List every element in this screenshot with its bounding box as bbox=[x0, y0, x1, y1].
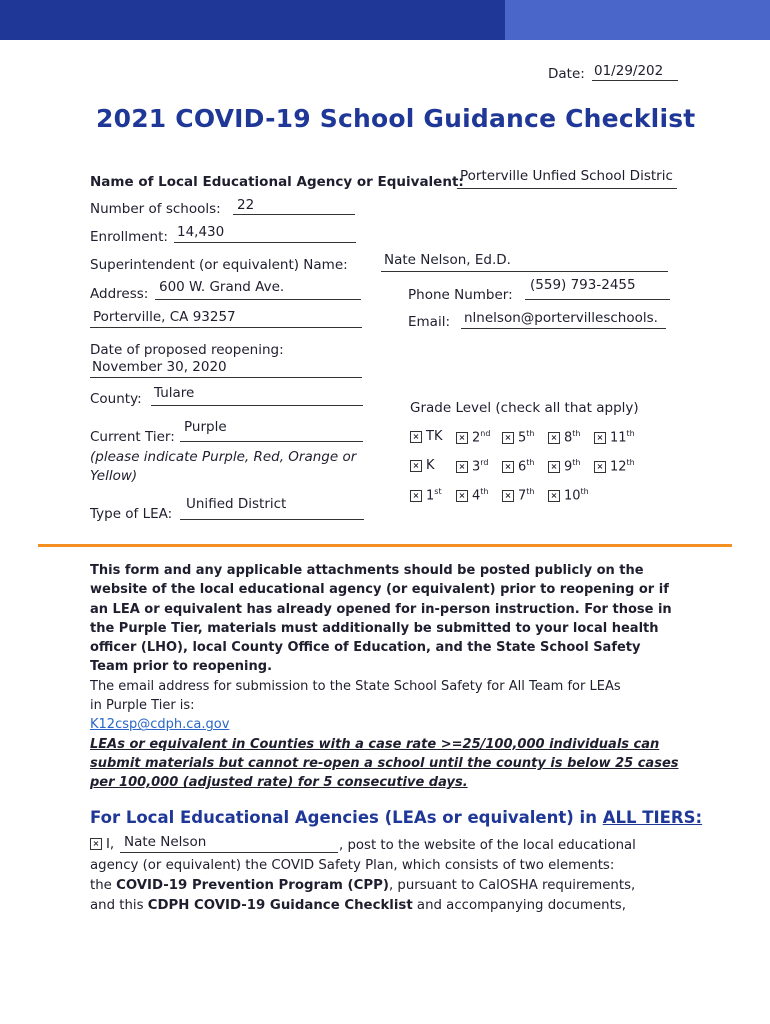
checkbox-mark: × bbox=[594, 432, 606, 444]
grade-checkbox[interactable] bbox=[410, 429, 442, 444]
grade-label: 7 bbox=[518, 488, 527, 504]
grade-label: 11 bbox=[610, 430, 627, 446]
address-line1-field[interactable]: 600 W. Grand Ave. bbox=[159, 279, 285, 295]
checkbox-mark: × bbox=[456, 461, 468, 473]
grade-level-label: Grade Level (check all that apply) bbox=[410, 400, 639, 416]
county-label: County: bbox=[90, 391, 142, 407]
email-underline bbox=[461, 328, 666, 329]
tier-note-line1: (please indicate Purple, Red, Orange or bbox=[90, 449, 357, 465]
county-field[interactable]: Tulare bbox=[154, 385, 195, 401]
grade-label: 6 bbox=[518, 459, 527, 475]
address-label: Address: bbox=[90, 286, 149, 302]
reopening-label: Date of proposed reopening: bbox=[90, 342, 284, 358]
email-label: Email: bbox=[408, 314, 451, 330]
grade-checkbox[interactable] bbox=[502, 487, 535, 503]
tier-underline bbox=[180, 441, 363, 442]
grade-checkbox[interactable] bbox=[410, 487, 442, 503]
grade-label: 2 bbox=[472, 430, 481, 446]
grade-label: K bbox=[426, 458, 435, 473]
grade-suffix: nd bbox=[480, 429, 491, 438]
address-line1-underline bbox=[155, 299, 361, 300]
page-title: 2021 COVID-19 School Guidance Checklist bbox=[96, 104, 696, 133]
grade-suffix: th bbox=[526, 487, 535, 496]
section-divider bbox=[38, 544, 732, 547]
posting-notice bbox=[90, 561, 682, 793]
grade-label: 3 bbox=[472, 459, 481, 475]
enrollment-field[interactable]: 14,430 bbox=[177, 224, 225, 240]
grade-label: 1 bbox=[426, 488, 435, 504]
phone-label: Phone Number: bbox=[408, 287, 513, 303]
checkbox-mark: × bbox=[548, 461, 560, 473]
grade-checkbox[interactable] bbox=[456, 429, 490, 445]
phone-underline bbox=[525, 299, 670, 300]
line4-text: and accompanying documents, bbox=[412, 898, 626, 913]
grade-suffix: th bbox=[526, 458, 535, 467]
lea-type-field[interactable]: Unified District bbox=[186, 496, 287, 512]
submission-line: in Purple Tier is: bbox=[90, 698, 195, 714]
all-tiers-heading-emphasis: ALL TIERS: bbox=[602, 808, 703, 827]
grade-checkbox[interactable] bbox=[456, 458, 489, 474]
grade-checkbox[interactable] bbox=[594, 458, 635, 474]
grade-label: TK bbox=[426, 429, 443, 444]
date-field[interactable]: 01/29/202 bbox=[594, 63, 664, 79]
submission-email-link[interactable]: K12csp@cdph.ca.gov bbox=[90, 717, 230, 733]
grade-suffix: th bbox=[626, 458, 635, 467]
notice-line: the Purple Tier, materials must additionally be submitted to your local health bbox=[90, 620, 659, 636]
all-tiers-heading bbox=[90, 808, 702, 827]
phone-field[interactable]: (559) 793-2455 bbox=[530, 277, 636, 293]
all-tiers-heading-text: For Local Educational Agencies (LEAs or equivalent) in bbox=[90, 808, 603, 827]
grade-checkbox[interactable] bbox=[456, 487, 489, 503]
attestation-line4 bbox=[90, 898, 626, 913]
checkbox-mark: × bbox=[548, 490, 560, 502]
line4-text: and this bbox=[90, 898, 148, 913]
grade-label: 4 bbox=[472, 488, 481, 504]
grade-suffix: th bbox=[572, 429, 581, 438]
grade-label: 8 bbox=[564, 430, 573, 446]
lea-type-underline bbox=[180, 519, 364, 520]
schools-underline bbox=[233, 214, 355, 215]
notice-line: This form and any applicable attachments should be posted publicly on the bbox=[90, 563, 644, 578]
tier-note-line2: Yellow) bbox=[90, 468, 138, 484]
grade-checkbox[interactable] bbox=[548, 487, 589, 503]
grade-label: 5 bbox=[518, 430, 527, 446]
schools-label: Number of schools: bbox=[90, 201, 221, 217]
grade-suffix: th bbox=[526, 429, 535, 438]
attestation-name-field[interactable]: Nate Nelson bbox=[124, 834, 207, 850]
grade-suffix: th bbox=[580, 487, 589, 496]
grade-checkbox[interactable] bbox=[502, 429, 535, 445]
grade-checkbox[interactable] bbox=[548, 458, 581, 474]
county-underline bbox=[151, 405, 363, 406]
attestation-line1-rest: , post to the website of the local educational bbox=[339, 838, 636, 853]
grade-checkbox[interactable] bbox=[502, 458, 535, 474]
superintendent-underline bbox=[381, 271, 668, 272]
grade-suffix: st bbox=[434, 487, 442, 496]
notice-line: officer (LHO), local County Office of Education, and the State School Safety bbox=[90, 640, 641, 656]
lea-name-field[interactable]: Porterville Unfied School Distric bbox=[460, 168, 673, 184]
superintendent-label: Superintendent (or equivalent) Name: bbox=[90, 257, 348, 273]
checkbox-mark: × bbox=[502, 490, 514, 502]
schools-field[interactable]: 22 bbox=[237, 197, 255, 213]
date-label: Date: bbox=[548, 66, 585, 82]
grade-label: 9 bbox=[564, 459, 573, 475]
grade-checkbox[interactable] bbox=[548, 429, 581, 445]
line3-text: the bbox=[90, 878, 117, 893]
superintendent-field[interactable]: Nate Nelson, Ed.D. bbox=[384, 252, 511, 268]
case-rate-warning: submit materials but cannot re-open a school until the county is below 25 cases bbox=[90, 755, 679, 771]
case-rate-warning: per 100,000 (adjusted rate) for 5 consecutive days. bbox=[90, 775, 468, 791]
lea-type-label: Type of LEA: bbox=[90, 506, 173, 522]
tier-label: Current Tier: bbox=[90, 429, 175, 445]
enrollment-label: Enrollment: bbox=[90, 229, 168, 245]
attestation-line1 bbox=[90, 837, 114, 852]
attestation-name-underline bbox=[120, 852, 338, 853]
email-field[interactable]: nlnelson@portervilleschools. bbox=[464, 310, 658, 326]
attestation-line2: agency (or equivalent) the COVID Safety Plan, which consists of two elements: bbox=[90, 858, 615, 873]
checkbox-mark: × bbox=[410, 490, 422, 502]
attestation-line3 bbox=[90, 878, 635, 893]
grade-suffix: th bbox=[480, 487, 489, 496]
reopening-underline bbox=[90, 377, 362, 378]
notice-line: Team prior to reopening. bbox=[90, 659, 273, 675]
checkbox-mark: × bbox=[594, 461, 606, 473]
case-rate-warning: LEAs or equivalent in Counties with a case rate >=25/100,000 individuals can bbox=[90, 736, 660, 752]
line3-text: , pursuant to CalOSHA requirements, bbox=[388, 878, 636, 893]
tier-field[interactable]: Purple bbox=[184, 419, 227, 435]
attestation-checkbox[interactable]: × bbox=[90, 838, 102, 850]
checkbox-mark: × bbox=[548, 432, 560, 444]
notice-line: website of the local educational agency (or equivalent) prior to reopening or if bbox=[90, 582, 669, 598]
cpp-term: COVID-19 Prevention Program (CPP) bbox=[116, 878, 389, 893]
checkbox-mark: × bbox=[456, 432, 468, 444]
checkbox-mark: × bbox=[502, 432, 514, 444]
lea-name-label: Name of Local Educational Agency or Equivalent: bbox=[90, 174, 464, 190]
checklist-term: CDPH COVID-19 Guidance Checklist bbox=[147, 898, 413, 913]
checkbox-mark: × bbox=[502, 461, 514, 473]
lea-name-underline bbox=[457, 188, 677, 189]
reopening-field[interactable]: November 30, 2020 bbox=[92, 359, 227, 375]
notice-line: an LEA or equivalent has already opened for in-person instruction. For those in bbox=[90, 601, 672, 617]
grade-checkbox[interactable] bbox=[410, 458, 435, 473]
enrollment-underline bbox=[174, 242, 356, 243]
checkbox-mark: × bbox=[456, 490, 468, 502]
submission-line: The email address for submission to the State School Safety for All Team for LEAs bbox=[90, 678, 621, 694]
address-line2-field[interactable]: Porterville, CA 93257 bbox=[93, 309, 236, 325]
checkbox-mark: × bbox=[410, 460, 422, 472]
grade-suffix: rd bbox=[480, 458, 489, 467]
header-bar-accent bbox=[505, 0, 770, 40]
address-line2-underline bbox=[90, 327, 362, 328]
grade-label: 10 bbox=[564, 488, 581, 504]
date-underline bbox=[592, 80, 678, 81]
attestation-i-label: I, bbox=[106, 837, 115, 852]
grade-label: 12 bbox=[610, 459, 627, 475]
grade-checkbox[interactable] bbox=[594, 429, 635, 445]
grade-suffix: th bbox=[572, 458, 581, 467]
checkbox-mark: × bbox=[410, 431, 422, 443]
grade-suffix: th bbox=[626, 429, 635, 438]
